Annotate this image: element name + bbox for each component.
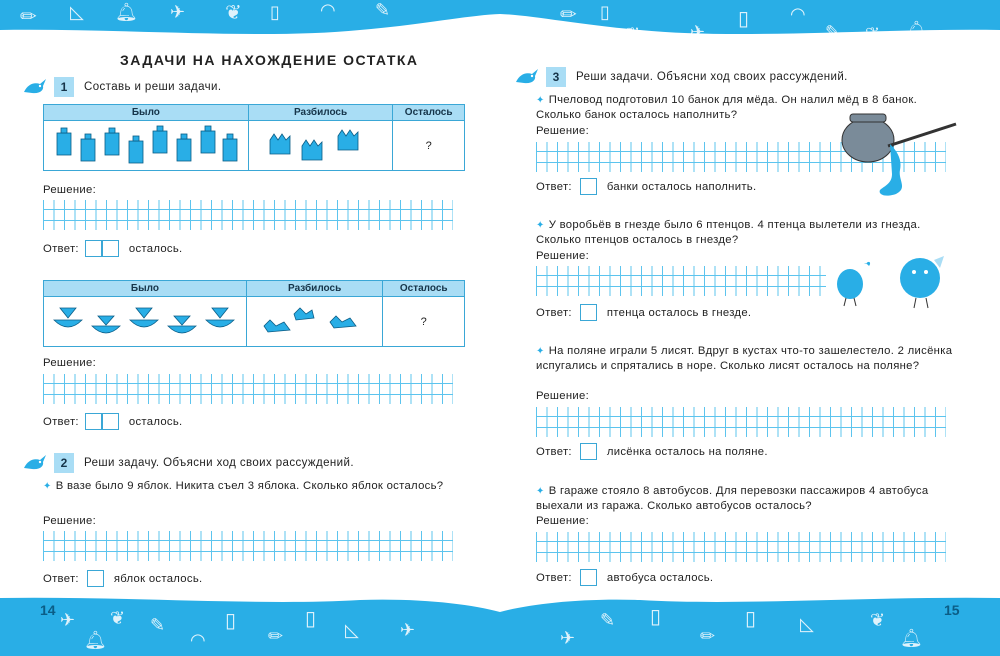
- broken-bottles-icon: [266, 124, 376, 164]
- answer-suffix: птенца осталось в гнезде.: [606, 306, 752, 319]
- pencil-icon: ✎: [150, 615, 166, 636]
- honey-pot-icon: [838, 108, 960, 200]
- protractor-icon: ◠: [790, 4, 806, 25]
- book-icon: ▯: [225, 608, 237, 632]
- bell-icon: 🔔︎: [905, 20, 928, 41]
- bullet-icon: ✦: [536, 486, 545, 497]
- answer-box[interactable]: [85, 240, 119, 257]
- answer-label: Ответ:: [43, 572, 79, 585]
- solution-label: Решение:: [536, 250, 590, 262]
- pencil-icon: ✏: [20, 4, 37, 28]
- answer-label: Ответ:: [43, 415, 79, 428]
- broken-bottles-picture: [248, 121, 393, 171]
- solution-label: Решение:: [536, 390, 590, 402]
- table-header-broken: Разбилось: [248, 105, 393, 121]
- problem-text: ✦ В гараже стояло 8 автобусов. Для перевозки пассажиров 4 автобуса выехали из гаража. Сколько автобусов осталось?: [536, 485, 929, 512]
- triangle-ruler-icon: ◺: [70, 2, 84, 23]
- answer-suffix: банки осталось наполнить.: [606, 180, 757, 193]
- problem-text: ✦ Пчеловод подготовил 10 банок для мёда. Он налил мёд в 8 банок. Сколько банок осталось наполнить?: [536, 94, 918, 121]
- task-number: 1: [54, 77, 74, 97]
- answer-suffix: осталось.: [128, 242, 183, 255]
- answer-box[interactable]: [580, 304, 597, 321]
- task-3-header: [512, 66, 848, 88]
- book-icon: ▯: [305, 606, 317, 630]
- bullet-icon: ✦: [536, 95, 545, 106]
- bullet-icon: ✦: [536, 346, 545, 357]
- page-title: ЗАДАЧИ НА НАХОЖДЕНИЕ ОСТАТКА: [120, 52, 419, 68]
- broken-bowls-picture: [246, 297, 383, 347]
- answer-label: Ответ:: [536, 180, 572, 193]
- bell-icon: 🔔︎: [115, 2, 138, 23]
- bowls-picture: [44, 297, 247, 347]
- task-instruction: Реши задачи. Объясни ход своих рассуждений.: [576, 71, 848, 83]
- broken-bowls-icon: [260, 300, 370, 340]
- task-2-header: [20, 452, 354, 474]
- answer-label: Ответ:: [43, 242, 79, 255]
- answer-label: Ответ:: [536, 306, 572, 319]
- solution-grid[interactable]: [43, 200, 453, 230]
- bird-icon: [512, 66, 542, 88]
- vases-picture: [44, 121, 249, 171]
- table-header-left: Осталось: [383, 281, 465, 297]
- birds-icon: [832, 250, 952, 312]
- triangle-ruler-icon: ◺: [800, 614, 814, 635]
- table-header-had: Было: [44, 281, 247, 297]
- plane-icon: ✈: [560, 628, 576, 649]
- answer-suffix: лисёнка осталось на поляне.: [606, 445, 768, 458]
- remaining-question: ?: [393, 121, 465, 171]
- apple-icon: ❦: [865, 24, 881, 45]
- solution-grid[interactable]: [536, 266, 826, 296]
- solution-grid[interactable]: [43, 374, 453, 404]
- book-icon: ▯: [650, 604, 662, 628]
- answer-row: [43, 413, 183, 430]
- answer-label: Ответ:: [536, 571, 572, 584]
- task-instruction: Составь и реши задачи.: [84, 81, 222, 93]
- plane-icon: ✈: [60, 610, 76, 631]
- pencil-icon: ✏: [955, 26, 971, 47]
- page-number-right: 15: [944, 602, 960, 618]
- book-icon: ▯: [270, 2, 280, 23]
- pencil-icon: ✏: [560, 2, 577, 26]
- book-icon: ▯: [745, 606, 757, 630]
- answer-row: [536, 304, 751, 321]
- page-number-left: 14: [40, 602, 56, 618]
- book-icon: ▯: [738, 6, 750, 30]
- table-vases: [43, 104, 465, 171]
- bell-icon: 🔔︎: [84, 630, 107, 651]
- answer-box[interactable]: [580, 443, 597, 460]
- answer-suffix: яблок осталось.: [113, 572, 203, 585]
- answer-row: [43, 240, 183, 257]
- triangle-ruler-icon: ◺: [345, 620, 359, 641]
- problem-text: ✦ У воробьёв в гнезде было 6 птенцов. 4 птенца вылетели из гнезда. Сколько птенцов осталось в гнезде?: [536, 219, 921, 246]
- protractor-icon: ◠: [320, 0, 336, 21]
- answer-row: [536, 178, 756, 195]
- solution-label: Решение:: [43, 357, 97, 369]
- apple-icon: ❦: [110, 608, 126, 629]
- table-header-left: Осталось: [393, 105, 465, 121]
- apple-icon: ❦: [625, 24, 641, 45]
- bottles-icon: [51, 121, 241, 167]
- pencil-icon: ✏: [700, 626, 716, 647]
- solution-label: Решение:: [536, 515, 590, 527]
- pencil-icon: ✏: [268, 626, 284, 647]
- bird-icon: [20, 76, 50, 98]
- solution-label: Решение:: [43, 184, 97, 196]
- remaining-question: ?: [383, 297, 465, 347]
- table-header-broken: Разбилось: [246, 281, 383, 297]
- pencil-icon: ✎: [600, 610, 616, 631]
- bullet-icon: ✦: [43, 481, 52, 492]
- pencil-icon: ✎: [375, 0, 391, 21]
- answer-label: Ответ:: [536, 445, 572, 458]
- bird-icon: [20, 452, 50, 474]
- plane-icon: ✈: [690, 22, 706, 43]
- task-instruction: Реши задачу. Объясни ход своих рассуждений.: [84, 457, 354, 469]
- answer-box[interactable]: [85, 413, 119, 430]
- pencil-icon: ✎: [825, 22, 841, 43]
- solution-grid[interactable]: [43, 531, 453, 561]
- protractor-icon: ◠: [190, 630, 206, 651]
- task-number: 2: [54, 453, 74, 473]
- solution-grid[interactable]: [536, 532, 946, 562]
- answer-box[interactable]: [580, 569, 597, 586]
- problem-text: ✦ В вазе было 9 яблок. Никита съел 3 яблока. Сколько яблок осталось?: [43, 480, 444, 492]
- solution-label: Решение:: [43, 515, 97, 527]
- answer-row: [536, 569, 713, 586]
- apple-icon: ❦: [870, 610, 886, 631]
- task-1-header: [20, 76, 221, 98]
- plane-icon: ✈: [400, 620, 416, 641]
- apple-icon: ❦: [225, 0, 242, 24]
- task-number: 3: [546, 67, 566, 87]
- bell-icon: 🔔︎: [900, 628, 923, 649]
- table-header-had: Было: [44, 105, 249, 121]
- bowls-icon: [50, 298, 240, 342]
- solution-grid[interactable]: [536, 407, 946, 437]
- book-icon: ▯: [600, 2, 610, 23]
- problem-text: ✦ На поляне играли 5 лисят. Вдруг в кустах что-то зашелестело. 2 лисёнка испугались и спрятались в норе. Сколько лисят осталось на поляне?: [536, 345, 953, 372]
- table-bowls: [43, 280, 465, 347]
- answer-row: [43, 570, 202, 587]
- answer-suffix: автобуса осталось.: [606, 571, 714, 584]
- answer-box[interactable]: [87, 570, 104, 587]
- answer-suffix: осталось.: [128, 415, 183, 428]
- solution-label: Решение:: [536, 125, 590, 137]
- plane-icon: ✈: [170, 2, 186, 23]
- answer-row: [536, 443, 768, 460]
- answer-box[interactable]: [580, 178, 597, 195]
- bullet-icon: ✦: [536, 220, 545, 231]
